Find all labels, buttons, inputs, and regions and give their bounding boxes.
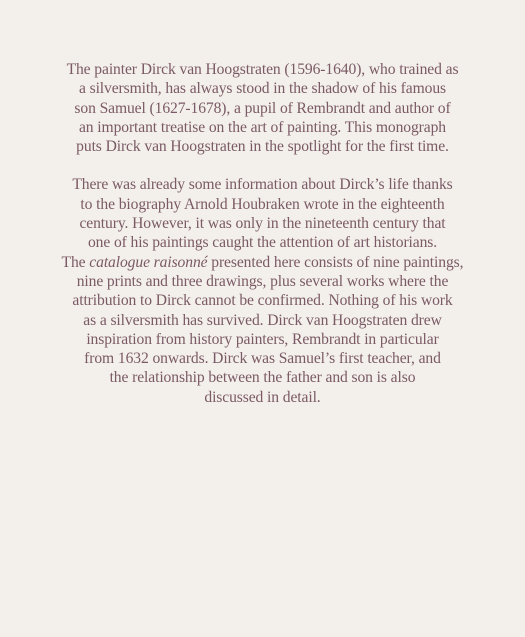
text-line: There was already some information about Dirck’s life thanks [72,176,453,194]
text-block [0,60,525,407]
text-segment: The [61,253,90,271]
text-line: discussed in detail. [204,388,321,406]
text-line: the relationship between the father and son is also [109,369,416,387]
text-line: nine prints and three drawings, plus several works where the [76,272,449,290]
text-line: an important treatise on the art of painting. This monograph [78,118,446,136]
catalogue-raisonne-italic: catalogue raisonné [89,253,208,271]
paragraph-details [0,175,525,407]
text-line: The painter Dirck van Hoogstraten (1596-1640), who trained as [66,61,459,78]
paragraph-intro [0,60,525,156]
text-line: a silversmith, has always stood in the shadow of his famous [78,80,446,98]
text-line [0,253,525,272]
text-line: attribution to Dirck cannot be confirmed. Nothing of his work [72,292,453,310]
text-line: to the biography Arnold Houbraken wrote in the eighteenth [80,195,445,213]
text-line: from 1632 onwards. Dirck was Samuel’s first teacher, and [84,350,441,368]
text-line: one of his paintings caught the attention of art historians. [87,234,438,252]
text-line: century. However, it was only in the nineteenth century that [79,215,446,233]
text-line: as a silversmith has survived. Dirck van Hoogstraten drew [83,311,442,329]
text-line: puts Dirck van Hoogstraten in the spotlight for the first time. [76,138,449,156]
text-line: inspiration from history painters, Rembrandt in particular [86,330,439,348]
text-segment: presented here consists of nine paintings, [207,253,464,271]
text-line: son Samuel (1627-1678), a pupil of Rembrandt and author of [74,99,451,117]
